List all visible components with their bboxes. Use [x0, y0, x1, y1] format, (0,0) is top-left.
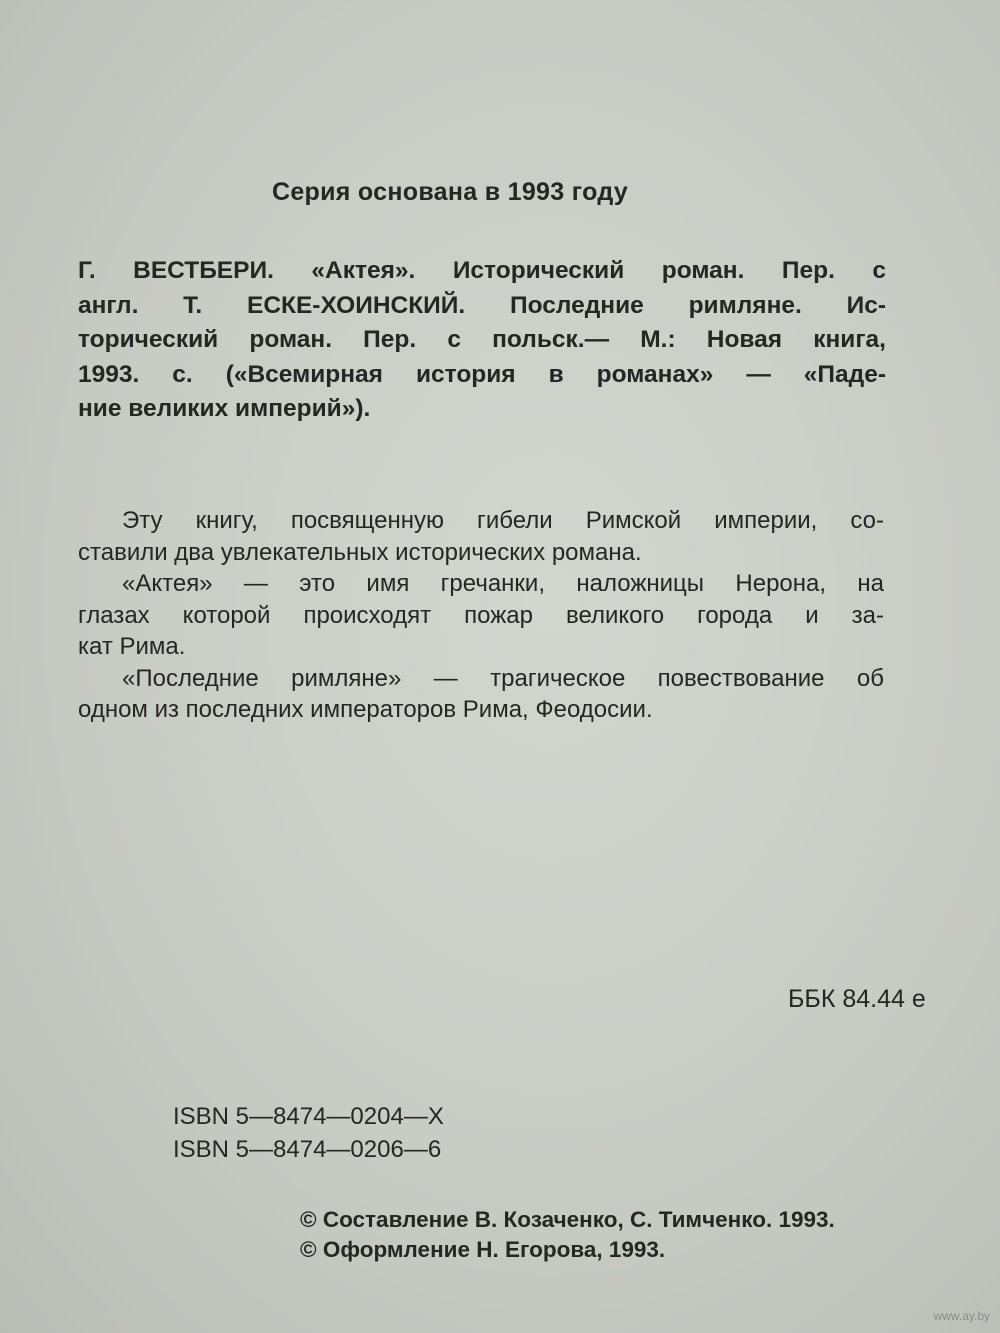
- annotation-line: Эту книгу, посвященную гибели Римской империи, со-: [122, 507, 884, 534]
- annotation-line: кат Рима.: [78, 633, 186, 660]
- bbk-code: ББК 84.44 е: [788, 985, 926, 1013]
- copyright-line: © Составление В. Козаченко, С. Тимченко. 1993.: [300, 1207, 835, 1232]
- biblio-line: Г. ВЕСТБЕРИ. «Актея». Исторический роман. Пер. с: [78, 257, 886, 284]
- site-watermark: www.ay.by: [933, 1309, 990, 1323]
- annotation-line: ставили два увлекательных исторических романа.: [78, 538, 642, 566]
- annotation-line: «Последние римляне» — трагическое повествование об: [122, 664, 884, 692]
- isbn-line: ISBN 5—8474—0206—6: [173, 1136, 442, 1163]
- annotation: [78, 505, 884, 726]
- biblio-line: торический роман. Пер. с польск.— М.: Новая книга,: [78, 326, 886, 353]
- isbn-block: [173, 1100, 444, 1166]
- annotation-line: глазах которой происходят пожар великого города и за-: [78, 601, 884, 629]
- series-note: Серия основана в 1993 году: [272, 178, 629, 206]
- bibliographic-description: [78, 254, 886, 427]
- annotation-line: одном из последних императоров Рима, Феодосии.: [78, 696, 653, 723]
- copyright-line: © Оформление Н. Егорова, 1993.: [300, 1237, 666, 1262]
- biblio-line: ние великих империй»).: [78, 395, 371, 422]
- isbn-line: ISBN 5—8474—0204—X: [173, 1103, 444, 1130]
- annotation-line: «Актея» — это имя гречанки, наложницы Нерона, на: [122, 570, 884, 597]
- biblio-line: англ. Т. ЕСКЕ-ХОИНСКИЙ. Последние римляне. Ис-: [78, 291, 886, 319]
- copyright-block: [300, 1205, 835, 1265]
- biblio-line: 1993. с. («Всемирная история в романах» — «Паде-: [78, 360, 886, 388]
